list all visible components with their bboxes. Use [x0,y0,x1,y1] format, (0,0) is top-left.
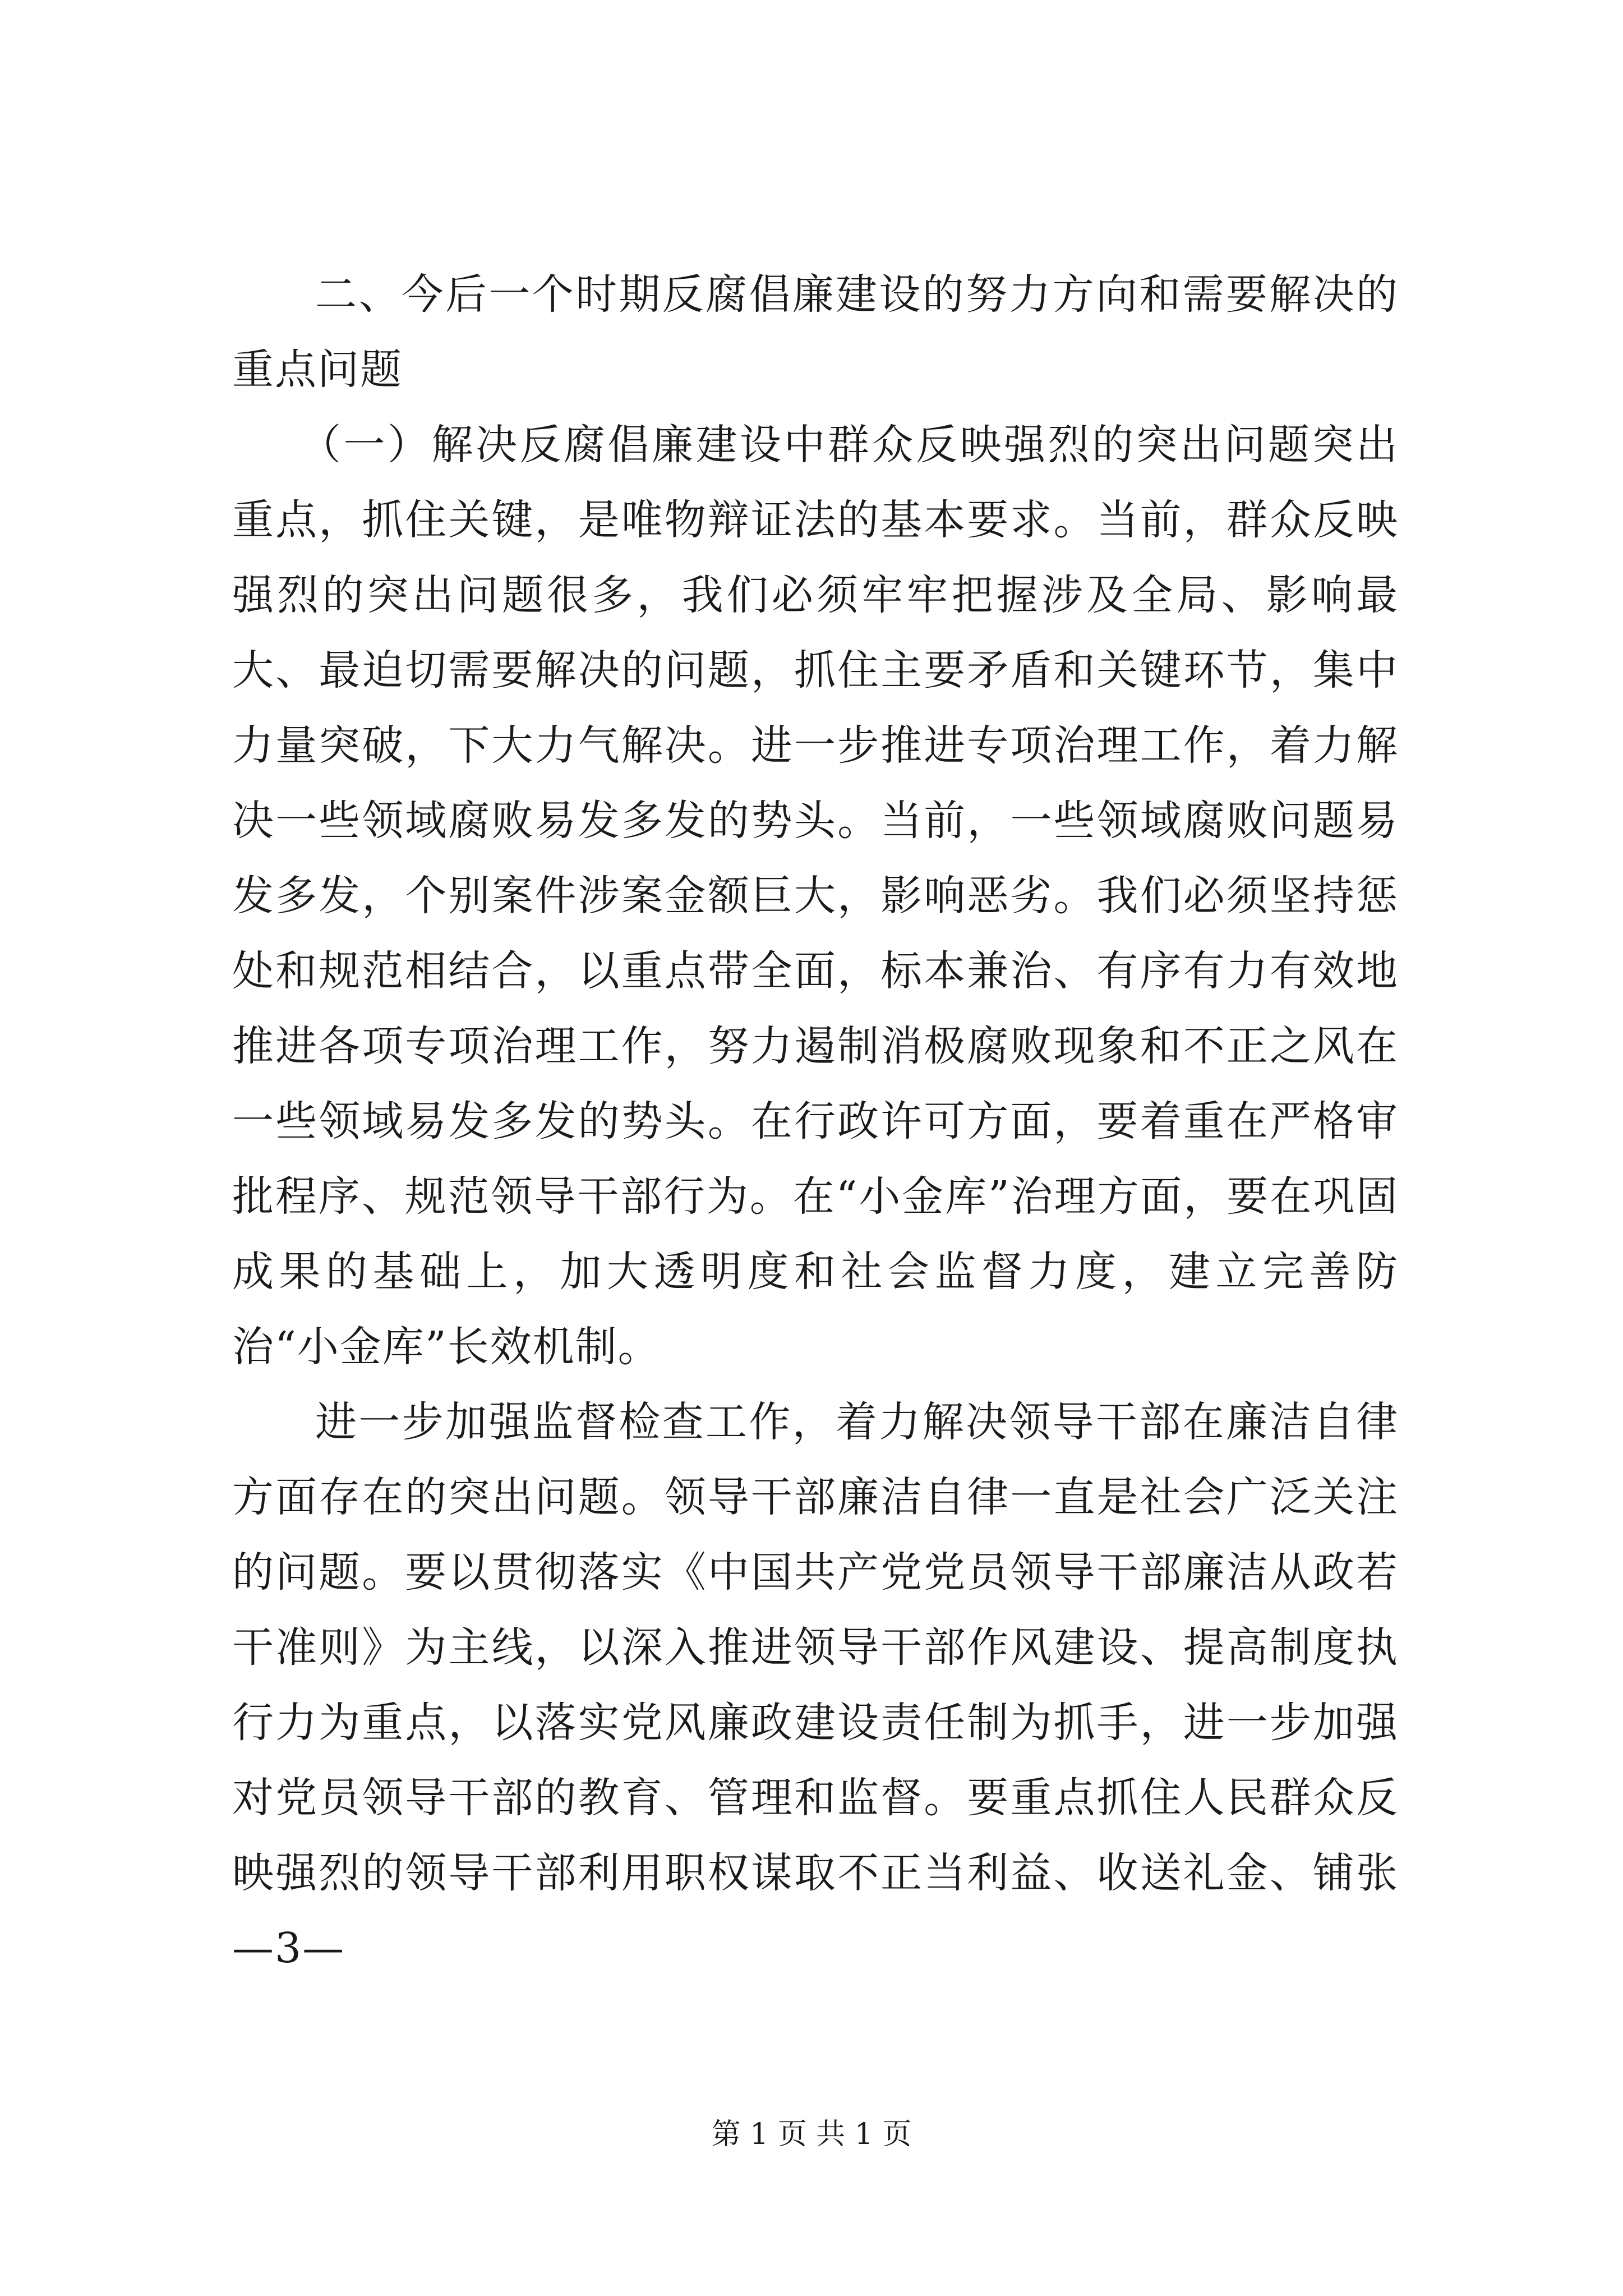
page-number-footer: 第 1 页 共 1 页 [711,2118,912,2151]
document-body [232,257,1399,1986]
section-heading: 二、今后一个时期反腐倡廉建设的努力方向和需要解决的重点问题 [232,270,1399,394]
body-paragraph-1: （一）解决反腐倡廉建设中群众反映强烈的突出问题突出重点，抓住关键，是唯物辩证法的基本要求。当前，群众反映强烈的突出问题很多，我们必须牢牢把握涉及全局、影响最大、最迫切需要解决的问题，抓住主要矛盾和关键环节，集中力量突破，下大力气解决。进一步推进专项治理工作，着力解决一些领域腐败易发多发的势头。当前，一些领域腐败问题易发多发，个别案件涉案金额巨大，影响恶劣。我们必须坚持惩处和规范相结合，以重点带全面，标本兼治、有序有力有效地推进各项专项治理工作，努力遏制消极腐败现象和不正之风在一些领域易发多发的势头。在行政许可方面，要着重在严格审批程序、规范领导干部行为。在“小金库”治理方面，要在巩固成果的基础上，加大透明度和社会监督力度，建立完善防治“小金库”长效机制。 [232,421,1399,1371]
body-paragraph-2: 进一步加强监督检查工作，着力解决领导干部在廉洁自律方面存在的突出问题。领导干部廉洁自律一直是社会广泛关注的问题。要以贯彻落实《中国共产党党员领导干部廉洁从政若干准则》为主线，以深入推进领导干部作风建设、提高制度执行力为重点，以落实党风廉政建设责任制为抓手，进一步加强对党员领导干部的教育、管理和监督。要重点抓住人民群众反映强烈的领导干部利用职权谋取不正当利益、收送礼金、铺张—3— [232,1398,1399,1972]
